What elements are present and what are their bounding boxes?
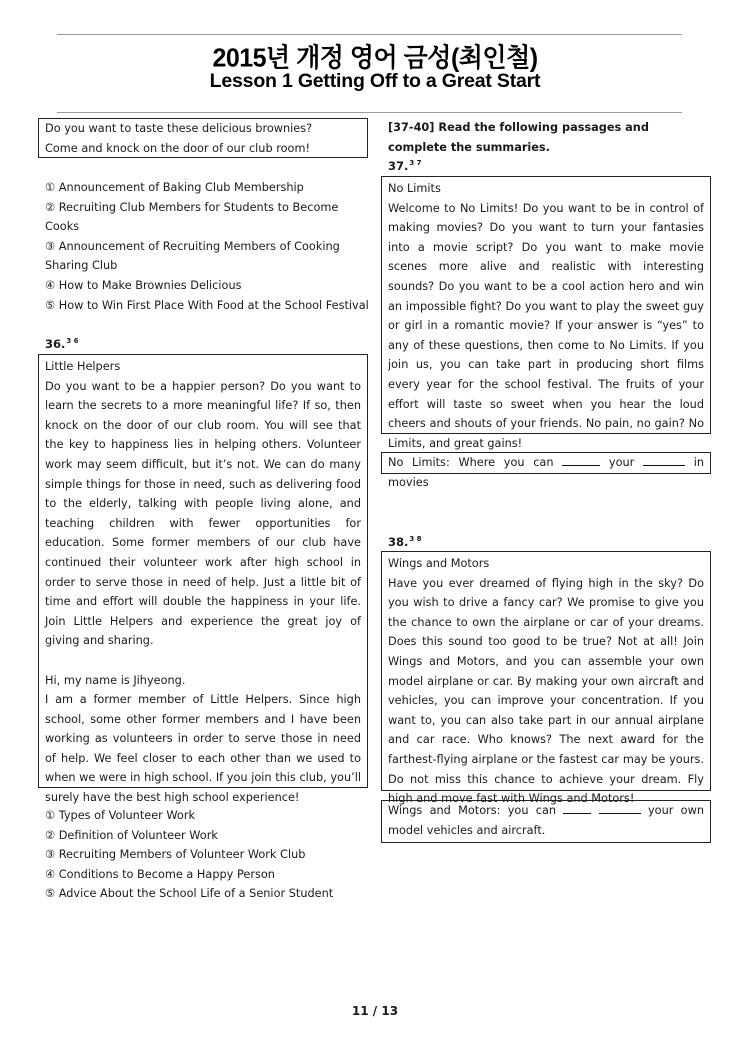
section-instruction: [37-40] Read the following passages and complete the summaries. (388, 121, 649, 154)
summary-blank-2[interactable] (599, 802, 641, 814)
passage-line: Come and knock on the door of our club room! (45, 141, 310, 155)
passage-body: Have you ever dreamed of flying high in the sky? Do you wish to drive a fancy car? We promise to give you the chance to own the airplane or car of your dreams. Does this sound too good to be true? Not at all! Join Wings and Motors, and you can assemble your own model airplane or car. By making your own aircraft and vehicles, you can improve your concentration. If you want to, you can also take part in our annual airplane and car race. Who knows? The next award for the farthest-flying airplane or the fastest car may be yours. Do not miss this chance to achieve your dream. Fly high and move fast with Wings and Motors! (388, 576, 704, 806)
option-1[interactable]: ① Announcement of Baking Club Membership (45, 181, 304, 194)
question-38-number (388, 535, 422, 549)
summary-text: No Limits: Where you can (388, 456, 554, 469)
option-3-cont[interactable]: Sharing Club (45, 259, 118, 273)
header-rule-bottom (57, 112, 682, 113)
question-36-number (45, 337, 79, 351)
option-3[interactable]: ③ Announcement of Recruiting Members of Cooking (45, 239, 340, 253)
passage-title: No Limits (388, 182, 441, 195)
question-number: 37. (388, 159, 409, 173)
question-number: 38. (388, 535, 409, 549)
q35-options (45, 178, 375, 315)
summary-text: Wings and Motors: you can (388, 804, 557, 817)
wings-motors-summary-box (381, 800, 711, 843)
summary-blank-2[interactable] (643, 454, 685, 466)
option-2[interactable]: ② Recruiting Club Members for Students to Become Cooks (45, 200, 339, 234)
header-rule-top (57, 34, 682, 35)
option-1[interactable]: ① Types of Volunteer Work (45, 809, 196, 822)
option-4[interactable]: ④ How to Make Brownies Delicious (45, 278, 242, 292)
no-limits-summary-box (381, 452, 711, 489)
option-2[interactable]: ② Definition of Volunteer Work (45, 828, 218, 842)
question-37-number (388, 159, 422, 173)
no-limits-passage-box (381, 176, 711, 450)
option-4[interactable]: ④ Conditions to Become a Happy Person (45, 867, 275, 881)
passage-body: Welcome to No Limits! Do you want to be in control of making movies? Do you want to turn your fantasies into a movie script? Do you want to make movie scenes more alive and realistic with interesting sounds? Do you want to be a cool action hero and win an impossible fight? Do you want to play the sweet guy or girl in a romantic movie? If your answer is “yes” to any of these questions, then come to No Limits. If you join us, you can take part in producing short films every year for the school festival. The fruits of your effort will taste so sweet when you hear the loud cheers and shouts of your friends. No pain, no gain? No Limits, and great gains! (388, 201, 704, 450)
passage-line: Do you want to taste these delicious brownies? (45, 122, 313, 135)
lesson-subtitle: Lesson 1 Getting Off to a Great Start (209, 70, 541, 92)
passage-paragraph-2: I am a former member of Little Helpers. Since high school, some other former members and I have been working as volunteers in order to serve those in need of help. We feel closer to each other than we used to when we were in high school. If you join this club, you’ll surely have the best high school experience! (45, 693, 361, 805)
summary-blank-1[interactable] (562, 454, 600, 466)
little-helpers-passage-box (38, 354, 368, 805)
question-superscript: 3 7 (409, 159, 422, 167)
passage-title: Little Helpers (45, 360, 121, 373)
option-5[interactable]: ⑤ Advice About the School Life of a Senior Student (45, 887, 334, 901)
option-5[interactable]: ⑤ How to Win First Place With Food at the School Festival (45, 298, 369, 312)
summary-text: in movies (388, 456, 705, 489)
wings-motors-passage-box (381, 551, 711, 806)
passage-paragraph-1: Do you want to be a happier person? Do you want to learn the secrets to a more meaningful life? If so, then knock on the door of our club room. You will see that the key to happiness lies in helping others. Volunteer work may seem difficult, but it’s not. We can do many simple things for those in need, such as delivering food to the elderly, talking with people living alone, and teaching children with fewer opportunities for education. Some former members of our club have continued their volunteer work after high school in order to serve those in need of help. Just a little bit of time and effort will double the happiness in your life. Join Little Helpers and experience the great joy of giving and sharing. (45, 379, 361, 648)
option-3[interactable]: ③ Recruiting Members of Volunteer Work Club (45, 848, 306, 862)
passage-greeting: Hi, my name is Jihyeong. (45, 673, 186, 687)
page-number: 11 / 13 (351, 1004, 399, 1018)
page-title: 2015년 개정 영어 금성(최인철) (212, 43, 538, 73)
q36-options (45, 806, 375, 904)
question-number: 36. (45, 337, 66, 351)
question-superscript: 3 6 (66, 337, 79, 345)
summary-text: your (608, 456, 635, 469)
summary-text: your own model vehicles and aircraft. (388, 804, 704, 837)
summary-blank-1[interactable] (563, 802, 591, 814)
summary-line (388, 801, 704, 840)
brownies-passage-box (38, 118, 368, 158)
passage-title: Wings and Motors (388, 557, 490, 570)
question-superscript: 3 8 (409, 535, 422, 543)
